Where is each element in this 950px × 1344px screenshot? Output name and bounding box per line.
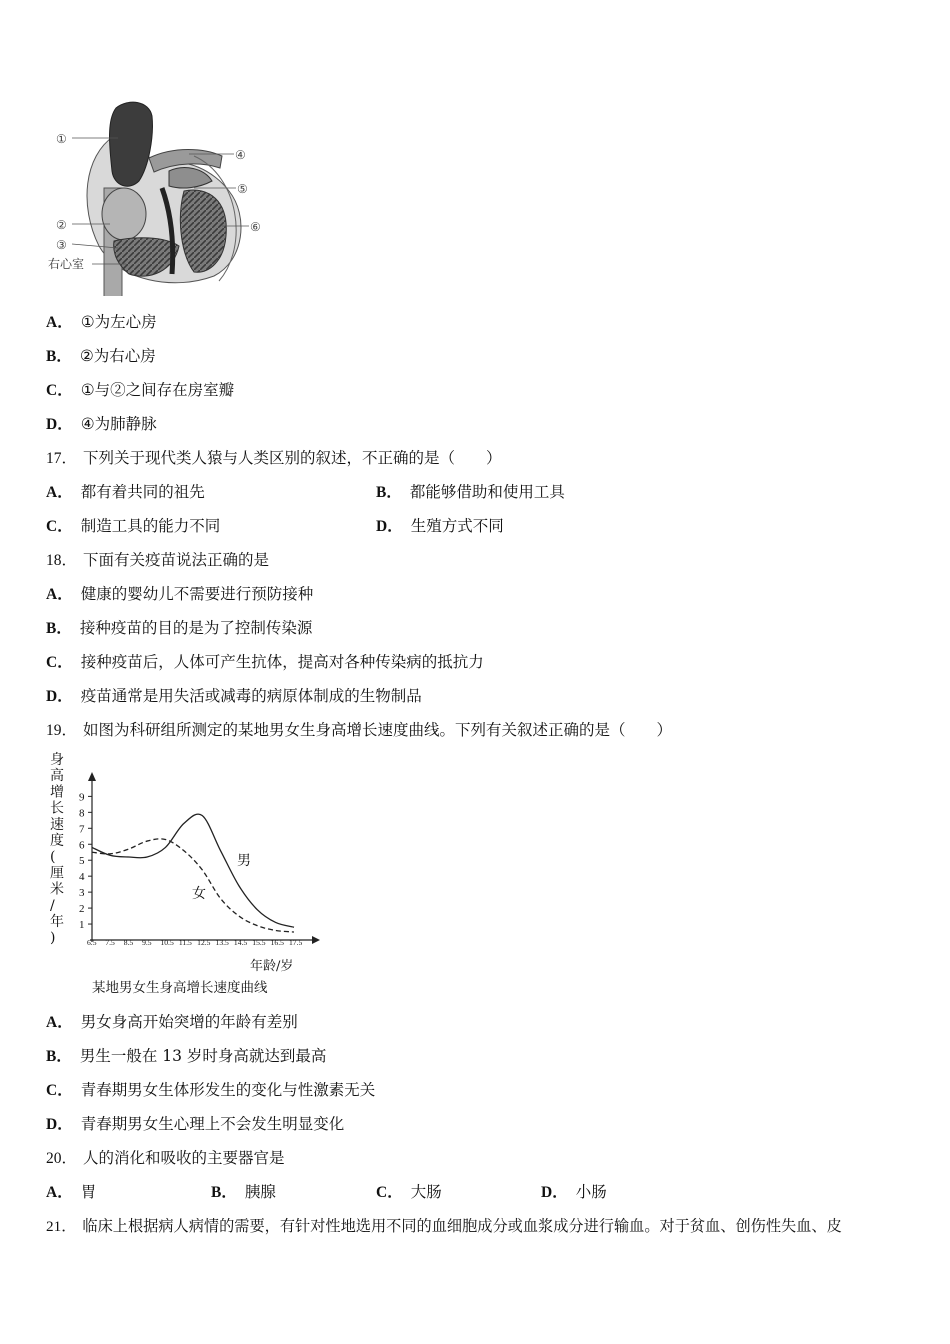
x-tick-label: 10.5 xyxy=(160,938,174,947)
option-label: D． xyxy=(46,688,73,705)
q20-option-b[interactable] xyxy=(211,1182,276,1203)
option-text: 制造工具的能力不同 xyxy=(80,517,221,535)
q18-option-a[interactable] xyxy=(46,584,313,605)
option-text: 接种疫苗后，人体可产生抗体，提高对各种传染病的抵抗力 xyxy=(80,653,484,671)
y-tick-label: 3 xyxy=(79,887,85,900)
question-number: 21． xyxy=(46,1218,77,1235)
y-tick-label: 8 xyxy=(79,807,85,820)
q17-option-a[interactable] xyxy=(46,482,205,503)
q19-option-a[interactable] xyxy=(46,1012,298,1033)
x-axis-arrow xyxy=(312,936,320,944)
option-label: B． xyxy=(46,348,72,365)
option-label: A． xyxy=(46,586,73,603)
q19-option-d[interactable] xyxy=(46,1114,344,1135)
x-tick-label: 11.5 xyxy=(178,938,192,947)
x-tick-label: 12.5 xyxy=(197,938,211,947)
question-text: 下面有关疫苗说法正确的是 xyxy=(83,551,270,569)
x-tick-label: 14.5 xyxy=(233,938,248,947)
question-text: 人的消化和吸收的主要器官是 xyxy=(83,1149,285,1167)
option-label: C． xyxy=(46,382,73,399)
heart-diagram xyxy=(44,96,274,296)
q21-stem xyxy=(46,1216,842,1237)
y-axis-label-char: 度 xyxy=(50,833,64,849)
q18-option-d[interactable] xyxy=(46,686,422,707)
option-text: 疫苗通常是用失活或减毒的病原体制成的生物制品 xyxy=(80,687,422,705)
q20-option-d[interactable] xyxy=(541,1182,607,1203)
option-label: C． xyxy=(376,1184,403,1201)
y-axis-label-char: 增 xyxy=(50,784,64,801)
option-text: ④为肺静脉 xyxy=(80,415,157,433)
option-label: C． xyxy=(46,654,73,671)
y-tick-label: 1 xyxy=(79,919,85,932)
q17-option-d[interactable] xyxy=(376,516,504,537)
option-text: 大肠 xyxy=(410,1183,442,1201)
q16-option-a[interactable] xyxy=(46,312,157,333)
option-label: D． xyxy=(46,1116,73,1133)
series-line-male xyxy=(92,814,294,927)
y-axis-label-char: 长 xyxy=(50,800,64,817)
q18-stem xyxy=(46,550,269,571)
q17-option-c[interactable] xyxy=(46,516,220,537)
option-text: 男女身高开始突增的年龄有差别 xyxy=(80,1013,298,1031)
option-text: 都能够借助和使用工具 xyxy=(409,483,565,501)
option-text: ②为右心房 xyxy=(79,347,156,365)
q19-option-c[interactable] xyxy=(46,1080,375,1101)
x-tick-label: 13.5 xyxy=(215,938,229,947)
y-axis-label-char: ( xyxy=(50,849,56,866)
y-axis-label-char: 厘 xyxy=(50,865,64,882)
option-text: 青春期男女生体形发生的变化与性激素无关 xyxy=(80,1081,376,1099)
right-atrium xyxy=(102,188,146,240)
option-label: C． xyxy=(46,1082,73,1099)
y-axis-label-char: 速 xyxy=(50,816,64,833)
question-number: 18． xyxy=(46,552,78,569)
option-text: 胰腺 xyxy=(244,1183,276,1201)
q17-option-b[interactable] xyxy=(376,482,565,503)
x-tick-label: 9.5 xyxy=(142,938,152,947)
q19-stem xyxy=(46,720,672,741)
option-label: A． xyxy=(46,1184,73,1201)
option-label: A． xyxy=(46,1014,73,1031)
x-tick-label: 17.5 xyxy=(289,938,303,947)
question-number: 19． xyxy=(46,722,78,739)
question-text: 下列关于现代类人猿与人类区别的叙述，不正确的是（ ） xyxy=(83,449,502,467)
option-text: ①与②之间存在房室瓣 xyxy=(80,381,235,399)
y-axis-label-char: / xyxy=(50,897,55,914)
x-tick-label: 8.5 xyxy=(123,938,134,947)
q19-option-b[interactable] xyxy=(46,1046,326,1067)
option-text: 青春期男女生心理上不会发生明显变化 xyxy=(80,1115,345,1133)
chart-title: 某地男女生身高增长速度曲线 xyxy=(92,980,268,996)
option-label: B． xyxy=(46,1048,72,1065)
y-tick-label: 2 xyxy=(79,903,85,916)
q20-option-c[interactable] xyxy=(376,1182,442,1203)
option-text: 小肠 xyxy=(575,1183,607,1201)
question-number: 17． xyxy=(46,450,78,467)
growth-velocity-chart xyxy=(44,748,334,1000)
y-axis-label-char: 身 xyxy=(50,752,64,768)
q20-stem xyxy=(46,1148,285,1169)
question-text: 如图为科研组所测定的某地男女生身高增长速度曲线。下列有关叙述正确的是（ ） xyxy=(83,721,673,739)
heart-label-5: ⑤ xyxy=(237,182,248,196)
q18-option-c[interactable] xyxy=(46,652,484,673)
option-text: 生殖方式不同 xyxy=(410,517,504,535)
option-label: B． xyxy=(46,620,72,637)
y-axis-label-char: 高 xyxy=(50,768,64,785)
option-label: A． xyxy=(46,484,73,501)
y-axis-arrow xyxy=(88,772,96,781)
y-axis-label-char: ) xyxy=(50,930,56,947)
x-tick-label: 15.5 xyxy=(252,938,266,947)
q16-option-b[interactable] xyxy=(46,346,156,367)
x-tick-label: 6.5 xyxy=(87,938,97,947)
heart-label-right-ventricle: 右心室 xyxy=(48,257,85,271)
series-label-female: 女 xyxy=(192,886,206,902)
option-text: 胃 xyxy=(80,1183,97,1201)
y-tick-label: 6 xyxy=(79,839,85,852)
option-label: B． xyxy=(211,1184,237,1201)
question-text: 临床上根据病人病情的需要，有针对性地选用不同的血细胞成分或血浆成分进行输血。对于贫血、创伤性失血、皮 xyxy=(82,1217,842,1235)
y-tick-label: 5 xyxy=(79,855,85,868)
heart-label-6: ⑥ xyxy=(250,220,261,234)
option-text: 接种疫苗的目的是为了控制传染源 xyxy=(79,619,313,637)
option-label: D． xyxy=(541,1184,568,1201)
series-label-male: 男 xyxy=(237,853,251,869)
option-text: ①为左心房 xyxy=(80,313,157,331)
option-text: 男生一般在 13 岁时身高就达到最高 xyxy=(79,1047,327,1065)
option-label: A． xyxy=(46,314,73,331)
y-tick-label: 7 xyxy=(79,823,85,836)
heart-label-2: ② xyxy=(56,218,67,232)
q20-option-a[interactable] xyxy=(46,1182,96,1203)
option-label: B． xyxy=(376,484,402,501)
heart-label-4: ④ xyxy=(235,148,246,162)
y-tick-label: 4 xyxy=(79,871,85,884)
heart-label-1: ① xyxy=(56,132,67,146)
q16-option-d[interactable] xyxy=(46,414,157,435)
q16-option-c[interactable] xyxy=(46,380,234,401)
option-text: 健康的婴幼儿不需要进行预防接种 xyxy=(80,585,314,603)
q18-option-b[interactable] xyxy=(46,618,312,639)
y-axis-label-char: 米 xyxy=(50,881,64,898)
x-tick-label: 7.5 xyxy=(105,938,115,947)
option-label: D． xyxy=(46,416,73,433)
x-axis-label: 年龄/岁 xyxy=(250,959,294,974)
y-axis-label xyxy=(50,752,64,946)
y-tick-label: 9 xyxy=(79,791,85,804)
option-text: 都有着共同的祖先 xyxy=(80,483,205,501)
question-number: 20． xyxy=(46,1150,78,1167)
x-tick-label: 16.5 xyxy=(270,938,284,947)
heart-label-3: ③ xyxy=(56,238,67,252)
option-label: C． xyxy=(46,518,73,535)
option-label: D． xyxy=(376,518,403,535)
q17-stem xyxy=(46,448,502,469)
y-axis-label-char: 年 xyxy=(50,914,64,930)
